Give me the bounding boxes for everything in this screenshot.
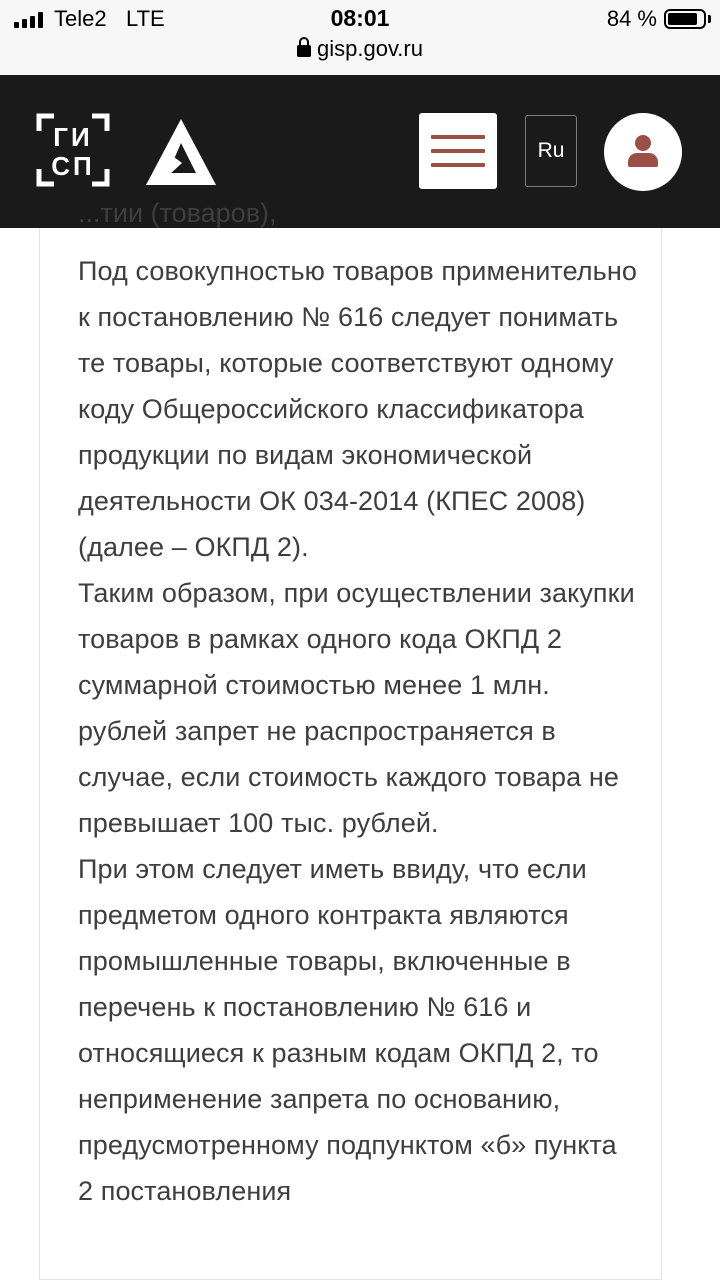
user-icon-body: [628, 153, 658, 167]
menu-line-icon: [431, 163, 485, 167]
carrier-name: Tele2: [54, 6, 107, 31]
address-url: gisp.gov.ru: [317, 36, 423, 61]
battery-percent: 84 %: [606, 6, 657, 31]
hamburger-menu-button[interactable]: [419, 113, 497, 189]
logo-text-top: ГИ: [53, 122, 93, 152]
language-button[interactable]: Ru: [525, 115, 577, 187]
content-card: [39, 198, 662, 1280]
address-bar[interactable]: [0, 36, 720, 62]
user-profile-button[interactable]: [604, 113, 682, 191]
logo-text-bottom: СП: [51, 151, 95, 181]
article-text: [78, 248, 638, 1214]
lock-icon: [297, 45, 311, 57]
menu-line-icon: [431, 149, 485, 153]
menu-line-icon: [431, 135, 485, 139]
gisp-logo[interactable]: [36, 113, 110, 187]
paragraph: При этом следует иметь ввиду, что если предметом одного контракта являются промышленные товары, включенные в перечень к постановлению № 616 и относящиеся к разным кодам ОКПД 2, то неприменение запрета по основанию, предусмотренному подпунктом «б» пункта 2 постановления: [78, 854, 617, 1206]
network-type: LTE: [126, 6, 165, 31]
user-icon: [635, 135, 651, 151]
clipped-text-line: ...тии (товаров),: [78, 198, 277, 228]
status-bar: [0, 0, 720, 75]
paragraph: Таким образом, при осуществлении закупки товаров в рамках одного кода ОКПД 2 суммарной стоимостью менее 1 млн. рублей запрет не распространяется в случае, если стоимость каждого товара не превышает 100 тыс. рублей.: [78, 578, 635, 838]
battery-icon: [664, 9, 706, 29]
battery-tip: [708, 15, 711, 23]
triangle-logo-icon[interactable]: [144, 117, 218, 187]
status-time: 08:01: [330, 5, 390, 31]
paragraph: Под совокупностью товаров применительно к постановлению № 616 следует понимать те товары, которые соответствуют одному коду Общероссийского классификатора продукции по видам экономической деятельности ОК 034-2014 (КПЕС 2008) (далее – ОКПД 2).: [78, 256, 637, 562]
